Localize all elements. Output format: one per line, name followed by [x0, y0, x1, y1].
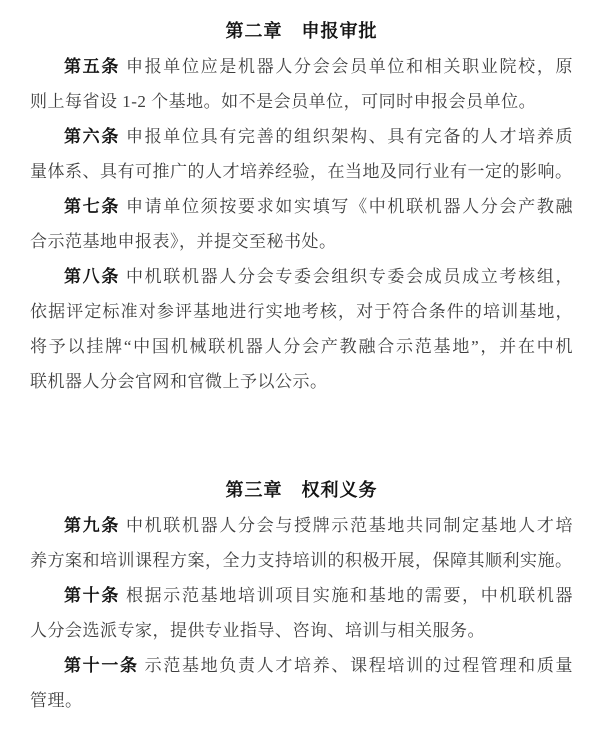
article-label: 第九条 — [64, 516, 121, 535]
article-line: 则上每省设 1-2 个基地。如不是会员单位，可同时申报会员单位。 — [30, 92, 537, 111]
article-line: 人分会选派专家，提供专业指导、咨询、培训与相关服务。 — [30, 621, 485, 640]
article-line: 将予以挂牌“中国机械联机器人分会产教融合示范基地”，并在中机 — [30, 337, 573, 356]
article-label: 第五条 — [64, 57, 121, 76]
article-line: 第五条 申报单位应是机器人分会会员单位和相关职业院校，原 — [64, 57, 574, 76]
article-label: 第十一条 — [64, 656, 139, 675]
article-line: 第九条 中机联机器人分会与授牌示范基地共同制定基地人才培 — [64, 516, 574, 535]
article-line: 合示范基地申报表》，并提交至秘书处。 — [30, 232, 337, 251]
chapter-heading: 第二章 申报审批 — [225, 21, 378, 41]
article-line: 第八条 中机联机器人分会专委会组织专委会成员成立考核组， — [64, 267, 574, 286]
article-line: 依据评定标准对参评基地进行实地考核，对于符合条件的培训基地， — [30, 302, 573, 321]
article-label: 第七条 — [64, 197, 121, 216]
document-body — [30, 14, 573, 718]
article-line: 管理。 — [30, 691, 83, 710]
article-label: 第八条 — [64, 267, 121, 286]
article-line: 第十条 根据示范基地培训项目实施和基地的需要，中机联机器 — [64, 586, 574, 605]
article-line: 第七条 申请单位须按要求如实填写《中机联机器人分会产教融 — [64, 197, 574, 216]
article-line: 第十一条 示范基地负责人才培养、课程培训的过程管理和质量 — [64, 656, 574, 675]
article-line: 第六条 申报单位具有完善的组织架构、具有完备的人才培养质 — [64, 127, 574, 146]
article-label: 第六条 — [64, 127, 121, 146]
article-label: 第十条 — [64, 586, 121, 605]
chapter-heading: 第三章 权利义务 — [225, 480, 378, 500]
article-line: 养方案和培训课程方案，全力支持培训的积极开展，保障其顺利实施。 — [30, 551, 573, 570]
article-line: 量体系、具有可推广的人才培养经验，在当地及同行业有一定的影响。 — [30, 162, 573, 181]
article-line: 联机器人分会官网和官微上予以公示。 — [30, 372, 328, 391]
